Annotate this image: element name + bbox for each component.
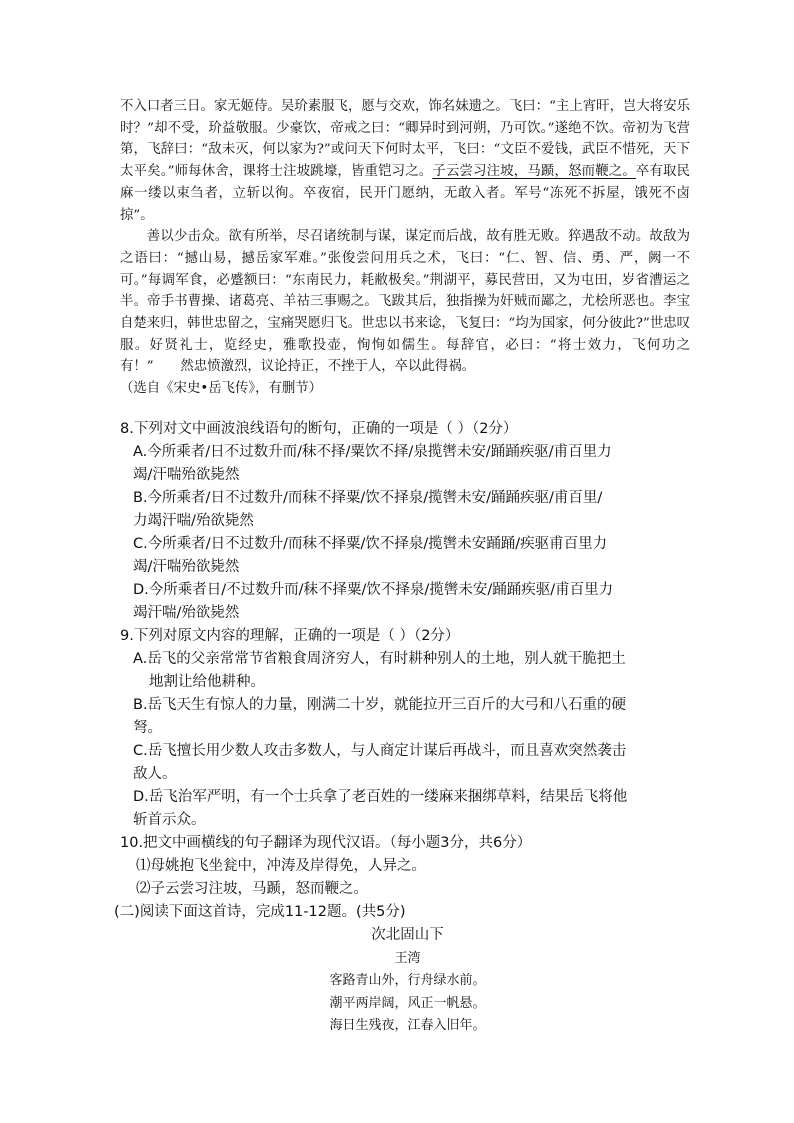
- classical-passage: [120, 96, 690, 400]
- poem-author: 王湾: [394, 951, 421, 966]
- passage-text: 不入口者三日。家无姬侍。吴玠素服飞，愿与交欢，饰名妹遗之。飞曰：“主上宵旰，岂大将安乐时？”却不受，玠益敬服。少豪饮，帝戒之曰：“卿异时到河朔，乃可饮。”遂绝不饮。帝初为飞营第，飞辞曰：“敌未灭，何以家为?”或问天下何时太平，飞曰：“文臣不爱钱，武臣不惜死，天下太平矣。”师每休舍，课将士注坡跳壕，皆重铠习之。: [120, 99, 690, 180]
- section-2-heading: (二)阅读下面这首诗，完成11-12题。(共5分): [114, 904, 406, 920]
- question-10-stem: 10.把文中画横线的句子翻译为现代汉语。（每小题3分，共6分）: [120, 835, 532, 851]
- poem-line: 海日生残夜，江春入旧年。: [329, 1018, 486, 1033]
- passage-paragraph-2: [120, 226, 690, 378]
- question-9-option-d: D.岳飞治军严明，有一个士兵拿了老百姓的一缕麻来捆绑草料，结果岳飞将他 斩首示众。: [133, 789, 628, 828]
- passage-source: （选自《宋史•岳飞传》，有删节）: [120, 381, 323, 397]
- passage-text: 善以少击众。欲有所举，尽召诸统制与谋，谋定而后战，故有胜无败。猝遇敌不动。故敌为之语曰：“撼山易，撼岳家军难。”张俊尝问用兵之术，飞曰：“仁、智、信、勇、严，阙一不可。”每调军食，必蹙额曰：“东南民力，耗敝极矣。”荆湖平，募民营田，又为屯田，岁省漕运之半。帝手书曹操、诸葛亮、羊祜三事赐之。飞跋其后，独指操为奸贼而鄙之，尤桧所恶也。李宝自楚来归，韩世忠留之，宝痛哭愿归飞。世忠以书来谂，飞复曰：“均为国家，何分彼此?”世忠叹服。好贤礼士，览经史，雅歌投壶，恂恂如儒生。每辞官，必曰：“将士效力，飞何功之有！”: [120, 229, 690, 375]
- question-9-stem: 9.下列对原文内容的理解，正确的一项是（ ）（2分）: [120, 628, 460, 644]
- poem-line: 客路青山外，行舟绿水前。: [329, 973, 486, 988]
- poem-line: 潮平两岸阔，风正一帆悬。: [329, 995, 486, 1011]
- question-8-option-c: C.今所乘者/日不过数升/而秣不择粟/饮不择泉/揽辔未安踊踊/疾驱甫百里力 竭/汗喘殆欲毙然: [133, 536, 608, 575]
- question-8-option-a: A.今所乘者/日不过数升而/秣不择/粟饮不择/泉揽辔未安/踊踊疾驱/甫百里力 竭/汗喘殆欲毙然: [133, 444, 612, 483]
- passage-text: 然忠愤激烈，议论持正，不挫于人，卒以此得祸。: [180, 359, 476, 375]
- question-10-sentence-1: ⑴母姚抱飞坐瓮中，冲涛及岸得免，人异之。: [136, 858, 426, 874]
- question-9-option-c: C.岳飞擅长用少数人攻击多数人，与人商定计谋后再战斗，而且喜欢突然袭击 敌人。: [133, 743, 627, 782]
- poem: [120, 924, 695, 1038]
- question-10-sentence-2: ⑵子云尝习注坡，马踬，怒而鞭之。: [136, 881, 368, 897]
- question-9-option-a: A.岳飞的父亲常常节省粮食周济穷人，有时耕种别人的土地，别人就干脆把土 地割让给他耕种。: [133, 651, 626, 690]
- passage-text: 卒有取民麻一缕以束刍者，立斩以徇。卒夜宿，民开门愿纳，无敢入者。军号“冻死不拆屋，饿死不卤掠”。: [120, 164, 690, 223]
- underlined-sentence: 子云尝习注坡，马踬，怒而鞭之。: [432, 164, 636, 180]
- question-8-stem: 8.下列对文中画波浪线语句的断句，正确的一项是（ ）（2分）: [120, 421, 518, 437]
- poem-title: 次北固山下: [371, 927, 444, 943]
- questions-section: [114, 418, 695, 1038]
- question-8-option-d: D.今所乘者日/不过数升而/秣不择粟/饮不择泉/揽辔未安/踊踊疾驱/甫百里力 竭汗喘/殆欲毙然: [133, 582, 614, 621]
- passage-paragraph-1: [120, 96, 690, 226]
- question-8-option-b: B.今所乘者/日不过数升/而秣不择粟/饮不择泉/揽辔未安/踊踊疾驱/甫百里/ 力竭汗喘/殆欲毙然: [133, 490, 603, 529]
- question-9-option-b: B.岳飞天生有惊人的力量，刚满二十岁，就能拉开三百斤的大弓和八石重的硬 弩。: [133, 697, 627, 736]
